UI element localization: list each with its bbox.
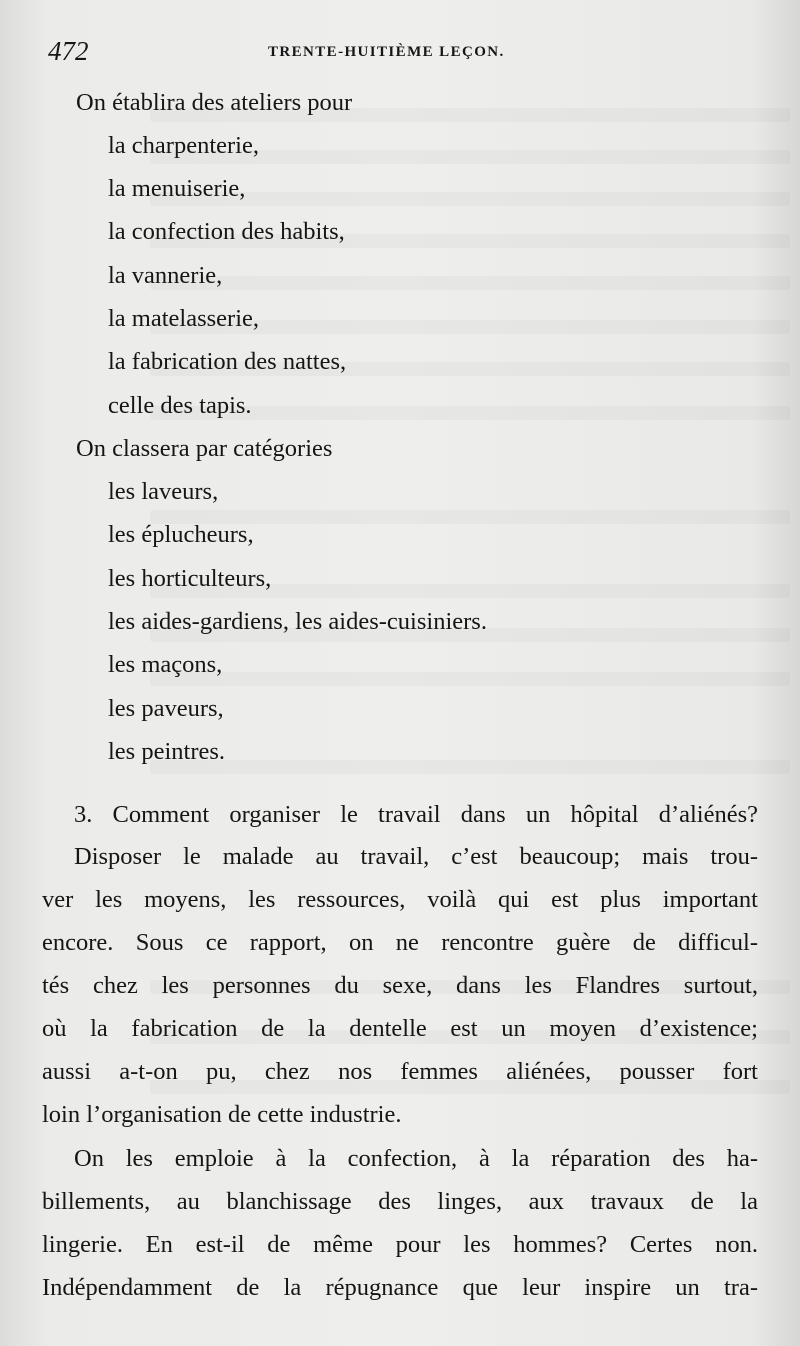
running-header <box>0 36 800 70</box>
text-line: ver les moyens, les ressources, voilà qui est plus important <box>42 886 758 913</box>
text-line: tés chez les personnes du sexe, dans les Flandres surtout, <box>42 972 758 999</box>
list-item: la confection des habits, <box>108 218 345 245</box>
list-item: la charpenterie, <box>108 132 259 159</box>
list-item: les peintres. <box>108 738 226 765</box>
list-item: la fabrication des nattes, <box>108 348 347 375</box>
workshop-list-intro: On établira des ateliers pour <box>76 89 353 116</box>
list-item: les maçons, <box>108 651 223 678</box>
text-line: encore. Sous ce rapport, on ne rencontre guère de difficul- <box>42 929 758 956</box>
text-line: On les emploie à la confection, à la réparation des ha- <box>74 1145 758 1172</box>
list-item: la menuiserie, <box>108 175 246 202</box>
text-line: aussi a-t-on pu, chez nos femmes aliénées, pousser fort <box>42 1058 758 1085</box>
running-title: TRENTE-HUITIÈME LEÇON. <box>268 44 505 60</box>
list-item: la vannerie, <box>108 262 223 289</box>
list-item: les aides-gardiens, les aides-cuisiniers. <box>108 608 487 635</box>
text-line: loin l’organisation de cette industrie. <box>42 1101 402 1128</box>
text-line: lingerie. En est-il de même pour les hommes? Certes non. <box>42 1231 758 1258</box>
list-item: les laveurs, <box>108 478 219 505</box>
category-list-intro: On classera par catégories <box>76 435 333 462</box>
list-item: celle des tapis. <box>108 392 252 419</box>
text-line: Indépendamment de la répugnance que leur inspire un tra- <box>42 1274 758 1301</box>
list-item: les horticulteurs, <box>108 565 272 592</box>
text-line: billements, au blanchissage des linges, aux travaux de la <box>42 1188 758 1215</box>
section-heading: 3. Comment organiser le travail dans un hôpital d’aliénés? <box>74 801 758 828</box>
list-item: les éplucheurs, <box>108 521 254 548</box>
text-line: où la fabrication de la dentelle est un moyen d’existence; <box>42 1015 758 1042</box>
list-item: la matelasserie, <box>108 305 260 332</box>
page-number: 472 <box>48 36 89 66</box>
list-item: les paveurs, <box>108 695 224 722</box>
text-line: Disposer le malade au travail, c’est beaucoup; mais trou- <box>74 843 758 870</box>
